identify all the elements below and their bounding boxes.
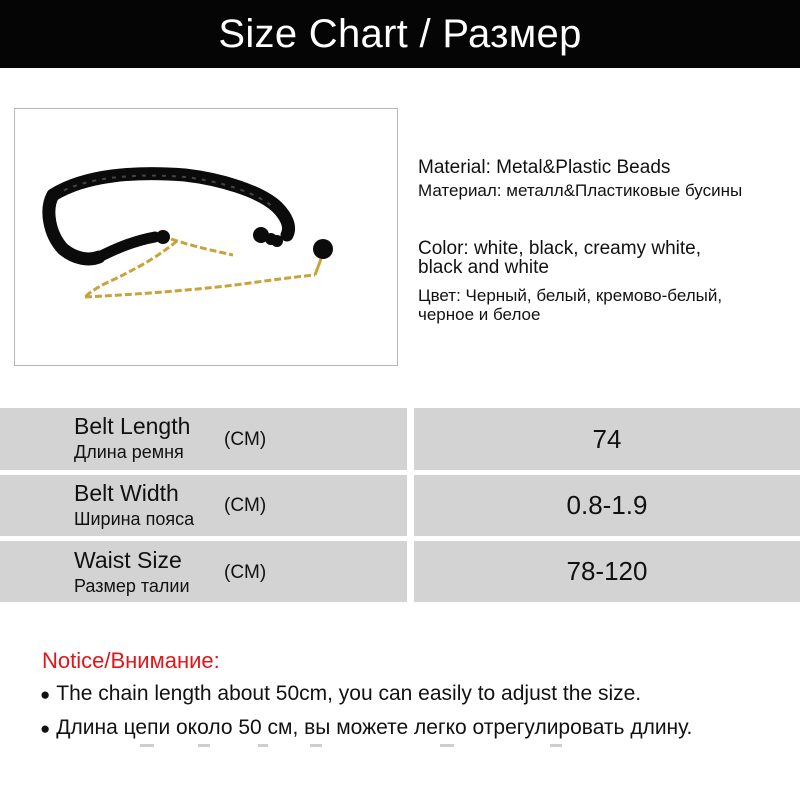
label-english: Waist Size	[74, 547, 182, 573]
label-english: Belt Length	[74, 413, 191, 439]
table-row-value	[414, 408, 800, 470]
table-row-label	[0, 475, 407, 536]
label-russian: Ширина пояса	[74, 509, 195, 529]
table-row-label	[0, 408, 407, 470]
value-cell: 74	[592, 423, 622, 454]
page-title: Size Chart / Размер	[218, 11, 582, 56]
table-row-value	[414, 541, 800, 602]
unit-label: (CM)	[224, 562, 267, 583]
unit-label: (CM)	[224, 495, 267, 516]
color-english-line-1: Color: white, black, creamy white,	[418, 238, 701, 259]
notice-text: The chain length about 50cm, you can easily to adjust the size.	[56, 682, 642, 705]
label-russian: Размер талии	[74, 576, 190, 596]
color-russian-line-2: черное и белое	[418, 305, 541, 324]
label-english: Belt Width	[74, 480, 179, 506]
product-image	[14, 108, 398, 366]
notice-text: Длина цепи около 50 см, вы можете легко отрегулировать длину.	[56, 716, 693, 739]
table-row-label	[0, 541, 407, 602]
faint-text-fragments	[140, 740, 600, 750]
notice-item	[40, 716, 692, 740]
table-row-value	[414, 475, 800, 536]
label-russian: Длина ремня	[74, 442, 184, 462]
material-english: Material: Metal&Plastic Beads	[418, 157, 671, 178]
color-english-line-2: black and white	[418, 257, 549, 278]
color-russian-line-1: Цвет: Черный, белый, кремово-белый,	[418, 286, 723, 305]
unit-label: (CM)	[224, 429, 267, 450]
belt-illustration	[15, 109, 399, 367]
value-cell: 78-120	[566, 556, 648, 586]
notice-item	[40, 682, 641, 706]
material-russian: Материал: металл&Пластиковые бусины	[418, 181, 743, 200]
notice-title: Notice/Внимание:	[42, 648, 220, 673]
value-cell: 0.8-1.9	[566, 490, 648, 520]
bullet-icon: ●	[40, 719, 51, 738]
bullet-icon: ●	[40, 685, 51, 704]
page-header	[0, 0, 800, 68]
